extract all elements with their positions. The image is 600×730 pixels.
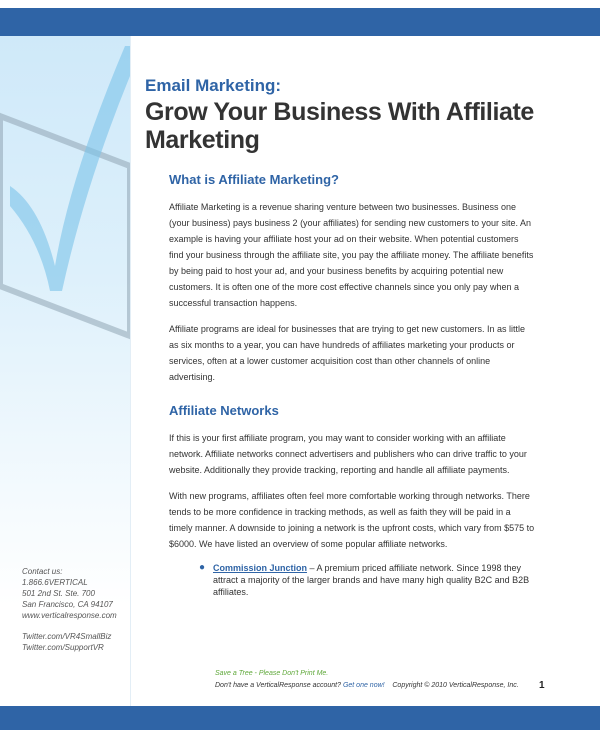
paragraph: If this is your first affiliate program, you may want to consider working with an affiliate network. Affiliate networks connect advertisers and publishers who can drive traffic to your website. Additionally they provide tracking, reporting and handle all affiliate payments. <box>169 433 527 475</box>
list-item-text: – A premium priced affiliate network. Since 1998 they attract a majority of the larger brands and have many high quality B2C and B2B affiliates. <box>213 563 530 597</box>
paragraph: Affiliate Marketing is a revenue sharing venture between two businesses. Business one (your business) pays business 2 (your affiliates) for sending new customers to your site. An example is having your affiliate host your ad on their website. When potential customers find your business through the affiliate site, you pay the affiliate money. The affiliate benefits by being paid to host your ad, and your business benefits by acquiring potential new customers. It is often one of the more cost effective channels since you only pay when a successful transaction happens. <box>169 202 534 308</box>
page-number: 1 <box>539 680 545 691</box>
section-heading: Affiliate Networks <box>169 403 279 418</box>
contact-block <box>22 566 131 653</box>
contact-address-line2: San Francisco, CA 94107 <box>22 600 113 609</box>
paragraph: Affiliate programs are ideal for businesses that are trying to get new customers. In as little as six months to a year, you can have hundreds of affiliates marketing your products or services, often at a lower customer acquisition cost than other channels of online advertising. <box>169 324 526 382</box>
page-title <box>145 98 565 154</box>
sidebar <box>0 36 131 706</box>
contact-label: Contact us: <box>22 567 63 576</box>
footer <box>215 670 555 689</box>
commission-junction-link[interactable]: Commission Junction <box>213 563 308 573</box>
page-kicker: Email Marketing: <box>145 76 282 95</box>
bullet-icon: ● <box>199 562 206 573</box>
contact-twitter-1[interactable]: Twitter.com/VR4SmallBiz <box>22 632 112 641</box>
page-title-line2: Marketing <box>145 126 260 154</box>
list-item <box>169 562 535 598</box>
top-banner <box>0 8 600 36</box>
section-heading: What is Affiliate Marketing? <box>169 172 339 187</box>
network-list <box>169 562 535 598</box>
contact-phone: 1.866.6VERTICAL <box>22 578 88 587</box>
section-affiliate-networks <box>169 403 535 598</box>
bottom-banner <box>0 706 600 730</box>
get-one-now-link[interactable]: Get one now! <box>342 682 385 689</box>
main-content <box>145 76 565 598</box>
contact-address-line1: 501 2nd St. Ste. 700 <box>22 589 95 598</box>
section-what-is-affiliate <box>169 172 535 385</box>
footer-line <box>215 682 555 689</box>
contact-twitter-2[interactable]: Twitter.com/SupportVR <box>22 643 104 652</box>
paragraph: With new programs, affiliates often feel more comfortable working through networks. There tends to be more confidence in tracking methods, as well as faith they will be paid in a timely manner. A downside to joining a network is the upfront costs, which vary from $575 to $6000. We have listed an overview of some popular affiliate networks. <box>169 491 535 549</box>
checkmark-graphic <box>0 36 130 356</box>
contact-website[interactable]: www.verticalresponse.com <box>22 611 117 620</box>
copyright: Copyright © 2010 VerticalResponse, Inc. <box>392 682 519 689</box>
account-prompt: Don't have a VerticalResponse account? <box>215 682 341 689</box>
save-tree-note: Save a Tree - Please Don't Print Me. <box>215 670 329 677</box>
page-title-line1: Grow Your Business With Affiliate <box>145 98 534 126</box>
